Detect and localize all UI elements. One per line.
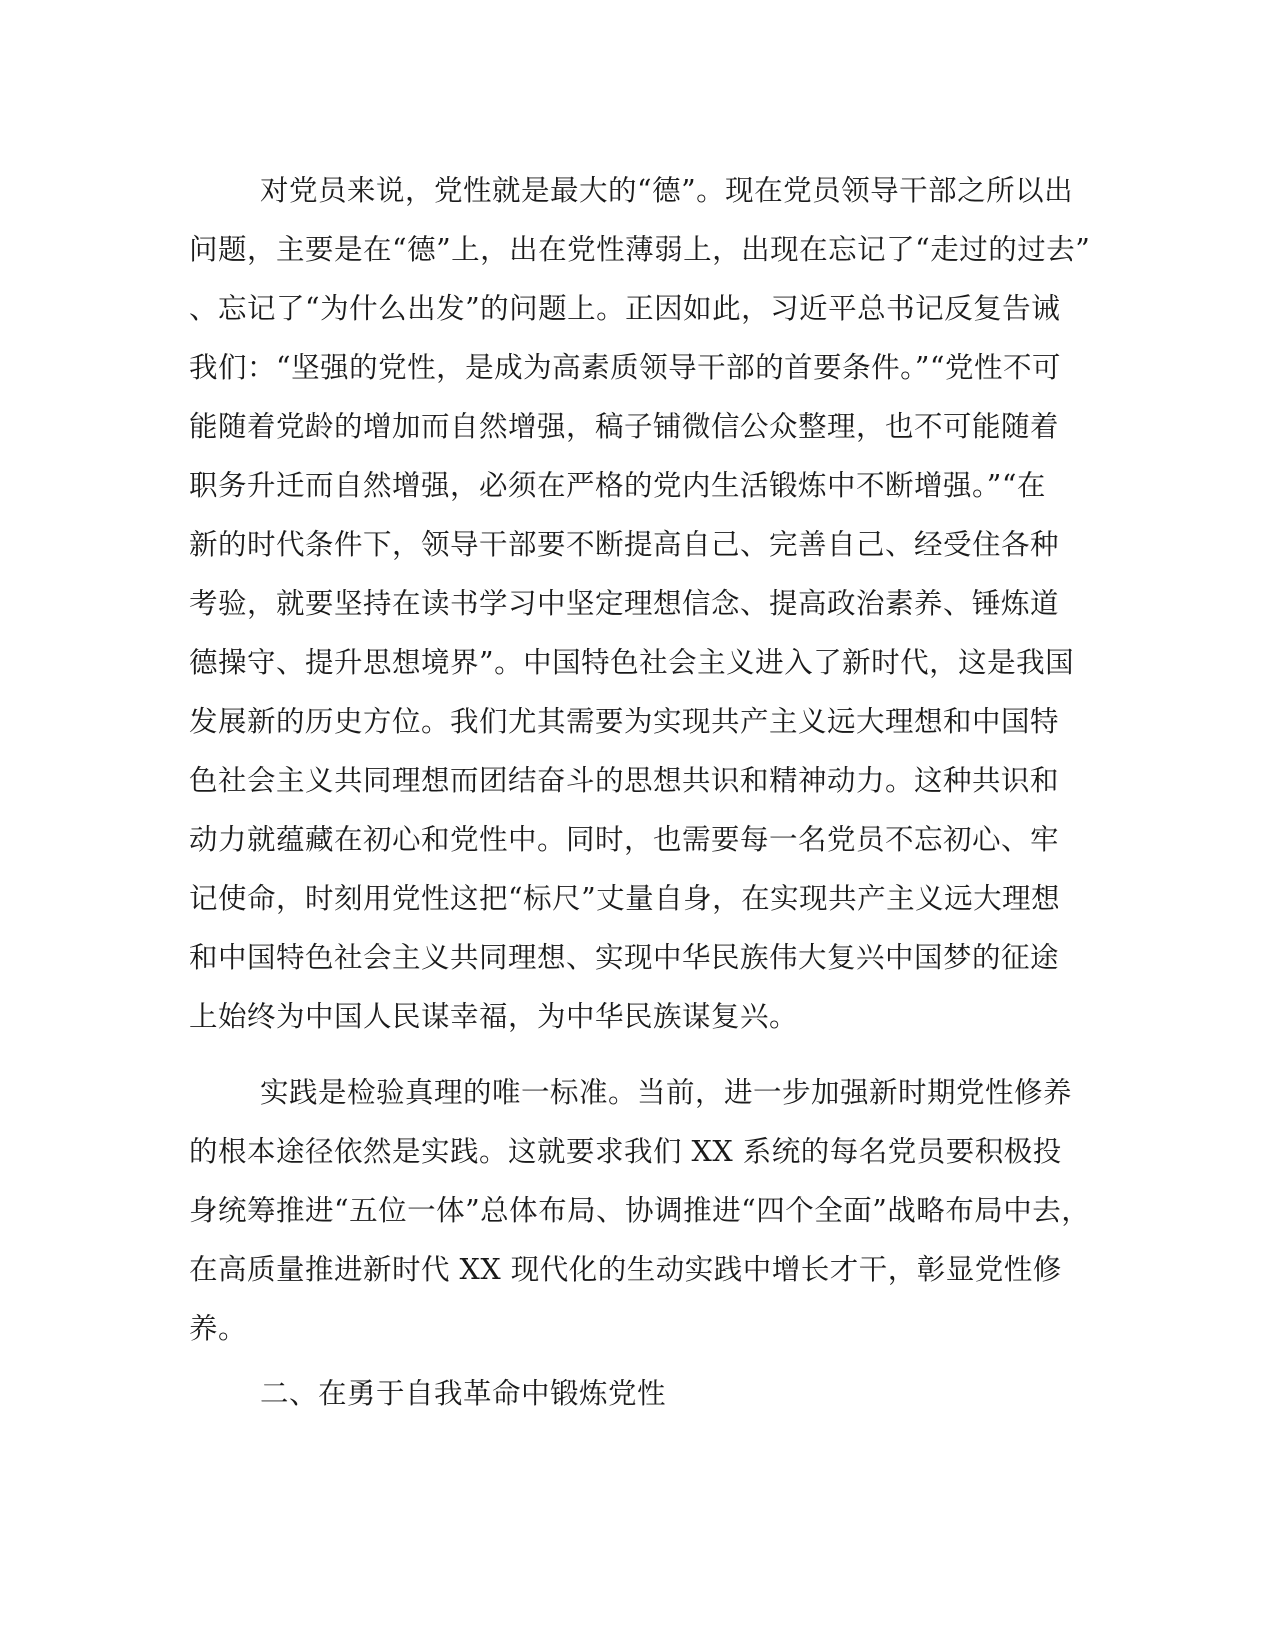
paragraph-line: 、忘记了“为什么出发”的问题上。正因如此，习近平总书记反复告诫 xyxy=(189,292,1061,325)
paragraph-line: 的根本途径依然是实践。这就要求我们 XX 系统的每名党员要积极投 xyxy=(189,1135,1062,1168)
paragraph-line: 我们：“坚强的党性，是成为高素质领导干部的首要条件。”“党性不可 xyxy=(189,351,1061,384)
paragraph-line: 色社会主义共同理想而团结奋斗的思想共识和精神动力。这种共识和 xyxy=(189,764,1060,797)
paragraph-line: 上始终为中国人民谋幸福，为中华民族谋复兴。 xyxy=(189,1000,799,1033)
paragraph-line: 身统筹推进“五位一体”总体布局、协调推进“四个全面”战略布局中去， xyxy=(189,1194,1091,1227)
paragraph-line: 职务升迁而自然增强，必须在严格的党内生活锻炼中不断增强。”“在 xyxy=(189,469,1046,502)
paragraph-line: 新的时代条件下，领导干部要不断提高自己、完善自己、经受住各种 xyxy=(189,528,1060,561)
paragraph-practice xyxy=(189,1063,1089,1358)
paragraph-line: 问题，主要是在“德”上，出在党性薄弱上，出现在忘记了“走过的过去” xyxy=(189,233,1091,266)
section-heading-text: 二、在勇于自我革命中锻炼党性 xyxy=(260,1377,667,1410)
paragraph-line: 记使命，时刻用党性这把“标尺”丈量自身，在实现共产主义远大理想 xyxy=(189,882,1061,915)
paragraph-line: 和中国特色社会主义共同理想、实现中华民族伟大复兴中国梦的征途 xyxy=(189,941,1060,974)
paragraph-line: 养。 xyxy=(189,1312,248,1345)
paragraph-line: 在高质量推进新时代 XX 现代化的生动实践中增长才干，彰显党性修 xyxy=(189,1253,1062,1286)
paragraph-line: 德操守、提升思想境界”。中国特色社会主义进入了新时代，这是我国 xyxy=(189,646,1075,679)
paragraph-line: 实践是检验真理的唯一标准。当前，进一步加强新时期党性修养 xyxy=(260,1076,1073,1109)
paragraph-line: 考验，就要坚持在读书学习中坚定理想信念、提高政治素养、锤炼道 xyxy=(189,587,1060,620)
paragraph-line: 发展新的历史方位。我们尤其需要为实现共产主义远大理想和中国特 xyxy=(189,705,1060,738)
paragraph-party-spirit xyxy=(189,161,1089,1046)
paragraph-line: 动力就蕴藏在初心和党性中。同时，也需要每一名党员不忘初心、牢 xyxy=(189,823,1060,856)
paragraph-line: 对党员来说，党性就是最大的“德”。现在党员领导干部之所以出 xyxy=(260,174,1074,207)
paragraph-line: 能随着党龄的增加而自然增强，稿子铺微信公众整理，也不可能随着 xyxy=(189,410,1060,443)
section-heading xyxy=(189,1364,1089,1423)
